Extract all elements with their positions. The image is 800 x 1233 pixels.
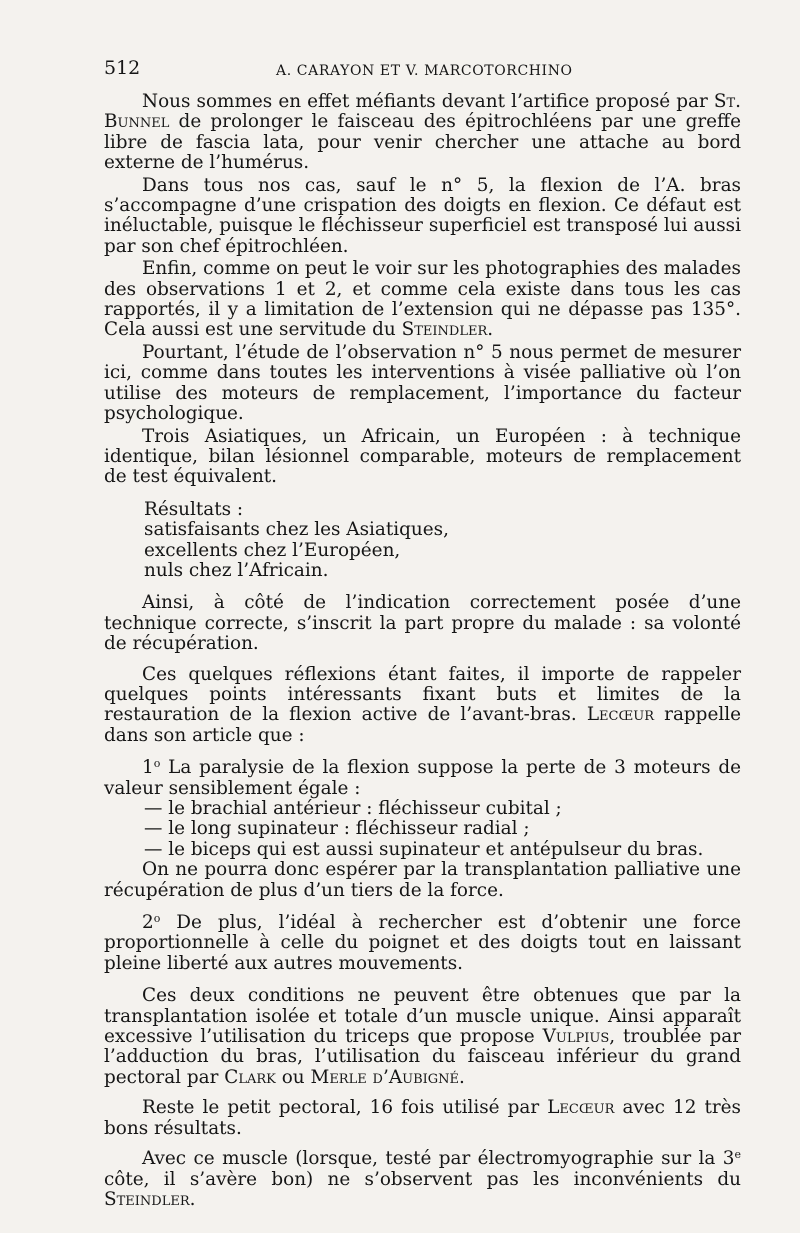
numbered-point: 2$^o$ De plus, l’idéal à rechercher est d’obtenir une force proportionnelle à celle du poignet et des doigts tout en laissant pleine liberté aux autres mouvements.: [104, 912, 741, 974]
paragraph: Pourtant, l’étude de l’observation n° 5 nous permet de mesurer ici, comme dans toutes les interventions à visée palliative où l’on utilise des moteurs de remplacement, l’importance du facteur psychologique.: [104, 341, 741, 425]
author-name: Vulpius: [542, 1026, 610, 1048]
author-name: Steindler: [401, 319, 488, 341]
author-name: St. Bunnel: [104, 91, 741, 133]
paragraph: Ces deux conditions ne peuvent être obtenues que par la transplantation isolée et totale d’un muscle unique. Ainsi apparaît excessive l’utilisation du triceps que propose Vulpius, troublée par l’adduction du bras, l’utilisation du faisceau inférieur du grand pectoral par Clark ou Merle d’Aubigné.: [104, 985, 741, 1088]
author-name: Steindler: [104, 1188, 190, 1210]
paragraph: Enfin, comme on peut le voir sur les photographies des malades des observations 1 et 2, et comme cela existe dans tous les cas rapportés, il y a limitation de l’extension qui ne dépasse pas 135°. Cela aussi est une servitude du Steindler.: [104, 258, 741, 341]
list-item: nuls chez l’Africain.: [144, 559, 329, 581]
author-name: Lecœur: [586, 704, 655, 726]
paragraph: Reste le petit pectoral, 16 fois utilisé par Lecœur avec 12 très bons résultats.: [104, 1097, 741, 1139]
list-item: — le brachial antérieur : fléchisseur cubital ;: [144, 798, 562, 819]
numbered-point: 1$^o$ La paralysie de la flexion suppose la perte de 3 moteurs de valeur sensiblement égale :: [104, 757, 741, 799]
list-item: — le long supinateur : fléchisseur radial ;: [144, 818, 530, 840]
paragraph: On ne pourra donc espérer par la transplantation palliative une récupération de plus d’un tiers de la force.: [104, 859, 741, 901]
page-header: [104, 58, 741, 82]
list-item: satisfaisants chez les Asiatiques,: [144, 519, 449, 541]
results-title: Résultats :: [144, 498, 244, 520]
results-list: [144, 500, 741, 582]
list-item: — le biceps qui est aussi supinateur et antépulseur du bras.: [144, 838, 704, 860]
author-name: Lecœur: [547, 1097, 615, 1119]
paragraph: Ainsi, à côté de l’indication correctement posée d’une technique correcte, s’inscrit la part propre du malade : sa volonté de récupération.: [104, 592, 741, 655]
dash-list: [144, 799, 741, 860]
paragraph: Avec ce muscle (lorsque, testé par électromyographie sur la 3e côte, il s’avère bon) ne s’observent pas les inconvénients du Steindler.: [104, 1148, 741, 1210]
list-item: excellents chez l’Européen,: [144, 539, 401, 561]
author-name: Merle d’Aubigné: [310, 1066, 460, 1088]
paragraph: Ces quelques réflexions étant faites, il importe de rappeler quelques points intéressants fixant buts et limites de la restauration de la flexion active de l’avant-bras. Lecœur rappelle dans son article que :: [104, 663, 741, 746]
page-body: [104, 92, 741, 1210]
paragraph: Nous sommes en effet méfiants devant l’artifice proposé par St. Bunnel de prolonger le faisceau des épitrochléens par une greffe libre de fascia lata, pour venir chercher une attache au bord externe de l’humérus.: [104, 91, 741, 174]
author-name: Clark: [224, 1066, 276, 1088]
running-title: A. CARAYON ET V. MARCOTORCHINO: [276, 63, 573, 79]
paragraph: Dans tous nos cas, sauf le n° 5, la flexion de l’A. bras s’accompagne d’une crispation des doigts en flexion. Ce défaut est inéluctable, puisque le fléchisseur superficiel est transposé lui aussi par son chef épitrochléen.: [104, 174, 741, 257]
page-number: 512: [104, 57, 141, 79]
paragraph: Trois Asiatiques, un Africain, un Européen : à technique identique, bilan lésionnel comparable, moteurs de remplacement de test équivalent.: [104, 425, 741, 488]
